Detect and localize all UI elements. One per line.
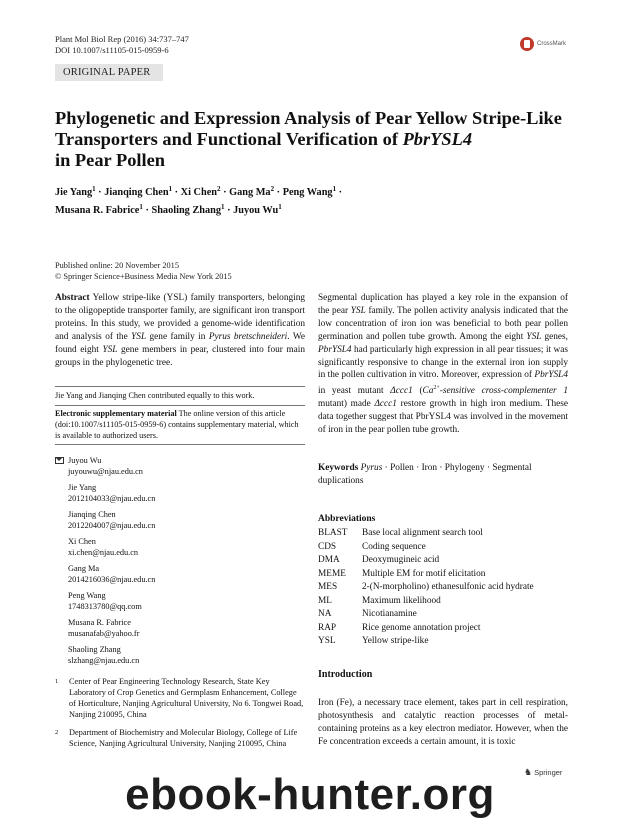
publisher-name: Springer [534, 768, 563, 777]
affiliation-text: Center of Pear Engineering Technology Research, State Key Laboratory of Crop Genetics and Germplasm Enhancement, College of Horticulture, Nanjing Agricultural University, No 6. Tongwei Road, Nanjing 210095, China [69, 677, 304, 719]
author-name[interactable]: Gang Ma [229, 187, 271, 198]
abstract-text: . We found eight [55, 331, 306, 355]
contact-name: Jianqing Chen [68, 509, 116, 519]
abstract-text: gene members in pear, clustered into four main groups in the phylogenetic tree. [55, 344, 306, 368]
author-line-1: Jie Yang$^1$ · Jianqing Chen$^1$ · Xi Chen$^2$ · Gang $Ma^2$ · Peng Wang$^1$ · [55, 185, 343, 198]
abbreviation-row [318, 581, 578, 595]
equal-contribution-note: Jie Yang and Jianqing Chen contributed equally to this work. [55, 391, 255, 400]
body-mutant-desc: -sensitive cross-complementer 1 [439, 386, 568, 397]
envelope-icon [55, 457, 64, 464]
author-name[interactable]: Shaoling Zhang [151, 205, 222, 216]
abbreviation-row [318, 527, 578, 541]
abstract-species: Pyrus bretschneideri [208, 331, 288, 342]
journal-doi: DOI 10.1007/s11105-015-0959-6 [55, 45, 169, 55]
crossmark-icon [520, 37, 534, 51]
contact-email[interactable]: 2014216036@njau.edu.cn [68, 574, 156, 584]
body-gene: PbrYSL4 [534, 370, 568, 381]
author-sup: 1 [332, 185, 337, 193]
abbreviation-row [318, 568, 578, 582]
keyword-list: · Pollen · Iron · Phylogeny · Segmental duplications [318, 463, 532, 486]
keywords-label: Keywords [318, 463, 359, 473]
author-name[interactable]: Juyou Wu [233, 205, 279, 216]
author-sup: 1 [92, 185, 96, 193]
contact-list [68, 456, 155, 672]
contact-email[interactable]: juyouwu@njau.edu.cn [68, 466, 143, 476]
abstract [55, 292, 305, 369]
keywords [318, 462, 568, 488]
abbreviation-key: YSL [318, 636, 336, 646]
introduction-heading: Introduction [318, 669, 373, 680]
body-text: had particularly high expression in all pear tissues; it was significantly responsive to change in the external iron ion supply in the pollen cultivation in vitro. Moreover, expression of [318, 344, 568, 381]
contact-email[interactable]: 1748313780@qq.com [68, 601, 142, 611]
body-text: genes, [541, 331, 569, 342]
contact-entry [68, 483, 155, 505]
contact-email[interactable]: 2012204007@njau.edu.cn [68, 520, 156, 530]
abbreviation-key: DMA [318, 555, 340, 565]
abbreviation-row [318, 622, 578, 636]
contact-name: Jie Yang [68, 482, 97, 492]
contact-name: Peng Wang [68, 590, 106, 600]
title-line-3: in Pear Pollen [55, 150, 165, 170]
introduction-text: Iron (Fe), a necessary trace element, takes part in cell respiration, photosynthesis and catalytic reaction processes of metal-containing proteins as a key electron mediator. However, when the Fe concentration exceeds a certain amount, it is toxic [318, 698, 568, 747]
divider [55, 405, 305, 406]
contact-entry [68, 618, 155, 640]
abbreviation-key: MES [318, 582, 338, 592]
affiliation-text: Department of Biochemistry and Molecular Biology, College of Life Science, Nanjing Agricultural University, Nanjing 210095, China [69, 728, 298, 748]
contact-name: Juyou Wu [68, 456, 102, 465]
body-gene: YSL [526, 331, 542, 342]
affiliation [55, 727, 305, 749]
keyword: Pyrus [360, 463, 383, 473]
abbreviation-key: RAP [318, 622, 337, 633]
author-name[interactable]: Peng Wang [282, 187, 333, 198]
title-line-2-text: Transporters and Functional Verification of [55, 129, 403, 149]
contact-entry [68, 537, 155, 559]
abbreviation-key: ML [318, 595, 332, 606]
body-mutant: Δccc1 [390, 386, 413, 397]
abbreviations-table [318, 527, 578, 649]
abbreviation-key: MEME [318, 568, 346, 579]
body-text: Segmental duplication has played a key role in the expansion of the pear [318, 293, 568, 316]
contact-email[interactable]: musanafab@yahoo.fr [68, 628, 140, 638]
contact-name: Shaoling Zhang [68, 644, 121, 654]
affiliation-number: 1 [55, 678, 59, 685]
author-name[interactable]: Jie Yang [55, 187, 93, 198]
author-sup: 1 [168, 185, 173, 193]
divider [55, 386, 305, 387]
abbreviation-row [318, 635, 578, 649]
esm-label: Electronic supplementary material [55, 409, 177, 418]
title-line-1: Phylogenetic and Expression Analysis of Pear Yellow Stripe-Like [55, 108, 562, 128]
author-name[interactable]: Musana R. Fabrice [55, 205, 140, 216]
abbreviation-key: CDS [318, 541, 337, 552]
body-ion: Ca [422, 386, 434, 397]
title-line-2 [55, 129, 575, 150]
body-ion-charge: 2+ [433, 385, 440, 392]
published-date: Published online: 20 November 2015 [55, 261, 179, 270]
abstract-text: gene family in [146, 331, 209, 342]
body-mutant: Δccc1 [374, 399, 397, 410]
abbreviation-row [318, 541, 578, 555]
author-line-2: Musana R. Fabrice$^1$ · Shaoling Zhang$^1$ · Juyou Wu$^1$ [55, 203, 282, 216]
author-list [55, 182, 575, 218]
abbreviation-key: BLAST [318, 528, 348, 538]
author-name[interactable]: Jianqing Chen [104, 187, 169, 198]
author-sup: 1 [139, 203, 143, 211]
esm-note [55, 409, 305, 441]
abstract-continued [318, 292, 568, 437]
abbreviation-value: Nicotianamine [362, 609, 417, 619]
affiliation-number: 2 [55, 729, 59, 736]
contact-email[interactable]: xi.chen@njau.edu.cn [68, 547, 139, 557]
abbreviation-value: 2-(N-morpholino) ethanesulfonic acid hydrate [362, 582, 534, 592]
publication-info [55, 260, 232, 282]
contact-name: Gang Ma [68, 563, 100, 573]
author-sup: 1 [221, 203, 225, 211]
journal-citation-block [55, 34, 189, 56]
contact-entry [68, 645, 155, 667]
abbreviation-row [318, 595, 578, 609]
body-text: ( [412, 386, 423, 397]
crossmark-label: CrossMark [537, 41, 567, 47]
author-sup: 2 [270, 185, 275, 193]
body-text: in yeast mutant [318, 386, 391, 397]
contact-entry [68, 591, 155, 613]
crossmark-badge[interactable] [520, 36, 580, 52]
body-gene: PbrYSL4 [318, 344, 352, 355]
abstract-gene: YSL [102, 344, 118, 355]
abbreviation-value: Base local alignment search tool [362, 528, 483, 538]
abbreviation-value: Rice genome annotation project [362, 622, 481, 633]
abbreviation-row [318, 608, 578, 622]
abstract-gene: YSL [131, 331, 147, 342]
contact-name: Xi Chen [68, 536, 96, 546]
contact-email[interactable]: 2012104033@njau.edu.cn [68, 493, 156, 503]
contact-entry [68, 456, 155, 478]
contact-email[interactable]: slzhang@njau.edu.cn [68, 655, 140, 665]
contact-entry [68, 510, 155, 532]
springer-horse-icon: ♞ [524, 767, 533, 777]
title-gene: PbrYSL4 [402, 129, 473, 149]
author-sup: 2 [217, 185, 221, 193]
author-sup: 1 [278, 203, 282, 211]
copyright: © Springer Science+Business Media New York 2015 [55, 272, 232, 281]
abbreviation-value: Deoxymugineic acid [362, 555, 440, 565]
body-text: family. The pollen activity analysis indicated that the low concentration of iron ion was beneficial to both pear pollen germination and pollen tube growth. Among the eight [318, 305, 568, 342]
esm-text[interactable]: The online version of this article (doi:10.1007/s11105-015-0959-6) contains supplementary material, which is available to authorized users. [55, 409, 299, 440]
abstract-text: Yellow stripe-like (YSL) family transporters, belonging to the oligopeptide transporter family, are significant iron transport proteins. In this study, we provided a genome-wide identification and analysis of the [55, 293, 305, 342]
body-text: restore growth in high iron medium. These data together suggest that PbrYSL4 was involved in the movement of iron in the pear pollen tube growth. [318, 399, 568, 436]
abbreviations-title: Abbreviations [318, 514, 376, 524]
abbreviation-value: Yellow stripe-like [362, 636, 429, 646]
contact-entry [68, 564, 155, 586]
divider [55, 444, 305, 445]
abbreviation-value: Maximum likelihood [362, 595, 441, 606]
abbreviation-row [318, 554, 578, 568]
abbreviation-value: Multiple EM for motif elicitation [362, 568, 486, 579]
contact-name: Musana R. Fabrice [68, 617, 131, 627]
affiliation [55, 676, 305, 720]
abstract-label: Abstract [55, 293, 90, 303]
watermark: ebook-hunter.org [0, 770, 620, 820]
abbreviation-value: Coding sequence [362, 541, 426, 552]
abbreviation-key: NA [318, 609, 332, 619]
article-type-badge: ORIGINAL PAPER [55, 64, 163, 81]
journal-citation: Plant Mol Biol Rep (2016) 34:737–747 [55, 34, 189, 44]
body-gene: YSL [350, 305, 366, 316]
article-title [55, 108, 575, 171]
author-name[interactable]: Xi Chen [180, 187, 218, 198]
body-text: mutant) made [318, 399, 375, 410]
